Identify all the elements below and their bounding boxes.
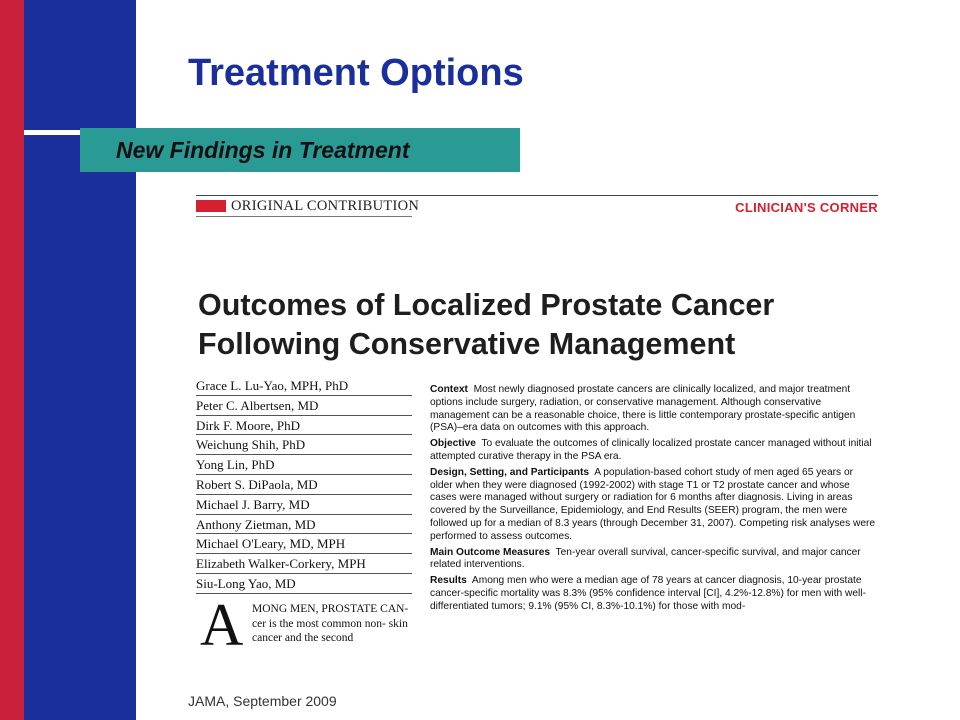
abstract-heading: Objective (430, 438, 476, 450)
left-blue-bar (24, 0, 136, 720)
author-item: Dirk F. Moore, PhD (196, 416, 412, 436)
slide-subtitle: New Findings in Treatment (116, 137, 410, 163)
author-item: Weichung Shih, PhD (196, 435, 412, 455)
abstract-design (430, 467, 878, 544)
abstract-text: Ten-year overall survival, cancer-specific survival, and major cancer related interventions. (430, 546, 861, 571)
abstract (430, 384, 878, 617)
abstract-text: Among men who were a median age of 78 years at cancer diagnosis, 10-year prostate cancer-specific mortality was 8.3% (95% confidence interval [CI], 4.2%-12.8%) for men with well-differentiated tumors; 9.1% (95% CI, 8.3%-10.1%) for those with mod- (430, 575, 866, 612)
section-underline (196, 216, 412, 217)
abstract-outcome-measures (430, 547, 878, 573)
author-item: Michael J. Barry, MD (196, 495, 412, 515)
abstract-objective (430, 438, 878, 464)
author-item: Yong Lin, PhD (196, 455, 412, 475)
article-top-rule (196, 195, 878, 196)
subtitle-box (80, 128, 520, 172)
author-item: Siu-Long Yao, MD (196, 574, 412, 594)
headline-line-2: Following Conservative Management (198, 327, 736, 361)
author-item: Peter C. Albertsen, MD (196, 396, 412, 416)
author-item: Elizabeth Walker-Corkery, MPH (196, 554, 412, 574)
source-citation: JAMA, September 2009 (188, 693, 337, 709)
section-label: ORIGINAL CONTRIBUTION (231, 198, 420, 214)
intro-text: MONG MEN, PROSTATE CAN- cer is the most common non- skin cancer and the second (252, 603, 409, 644)
article-image (196, 190, 878, 658)
author-item: Robert S. DiPaola, MD (196, 475, 412, 495)
author-item: Grace L. Lu-Yao, MPH, PhD (196, 376, 412, 396)
abstract-results (430, 575, 878, 613)
left-red-bar (0, 0, 24, 720)
abstract-text: To evaluate the outcomes of clinically localized prostate cancer managed without initial attempted curative therapy in the PSA era. (430, 438, 872, 462)
drop-cap: A (200, 592, 244, 658)
corner-label: CLINICIAN'S CORNER (735, 200, 878, 215)
abstract-heading: Main Outcome Measures (430, 546, 551, 558)
author-item: Anthony Zietman, MD (196, 515, 412, 535)
abstract-context (430, 384, 878, 435)
slide-title: Treatment Options (188, 52, 524, 94)
abstract-heading: Context (430, 384, 468, 395)
abstract-text: A population-based cohort study of men aged 65 years or older when they were diagnosed (1992-2002) with stage T1 or T2 prostate cancer and whose cases were managed without surgery or radiation for 6 months after diagnosis. Living in areas covered by the Surveillance, Epidemiology, and End Results (SEER) program, the men were followed up for a median of 8.3 years (through December 31, 2007). Competing risk analyses were performed to assess outcomes. (430, 466, 876, 542)
headline-line-1: Outcomes of Localized Prostate Cancer (198, 288, 775, 322)
author-list (196, 376, 412, 594)
abstract-heading: Design, Setting, and Participants (430, 466, 590, 478)
author-item: Michael O'Leary, MD, MPH (196, 534, 412, 554)
abstract-text: Most newly diagnosed prostate cancers are clinically localized, and major treatment options include surgery, radiation, or conservative management. Although conservative management can be a reasonable choice, there is little contemporary prostate-specific antigen (PSA)–era data on outcomes with this approach. (430, 384, 856, 434)
accent-line (24, 130, 88, 135)
section-color-block (196, 200, 226, 212)
article-headline (198, 286, 774, 364)
abstract-heading: Results (430, 575, 467, 587)
